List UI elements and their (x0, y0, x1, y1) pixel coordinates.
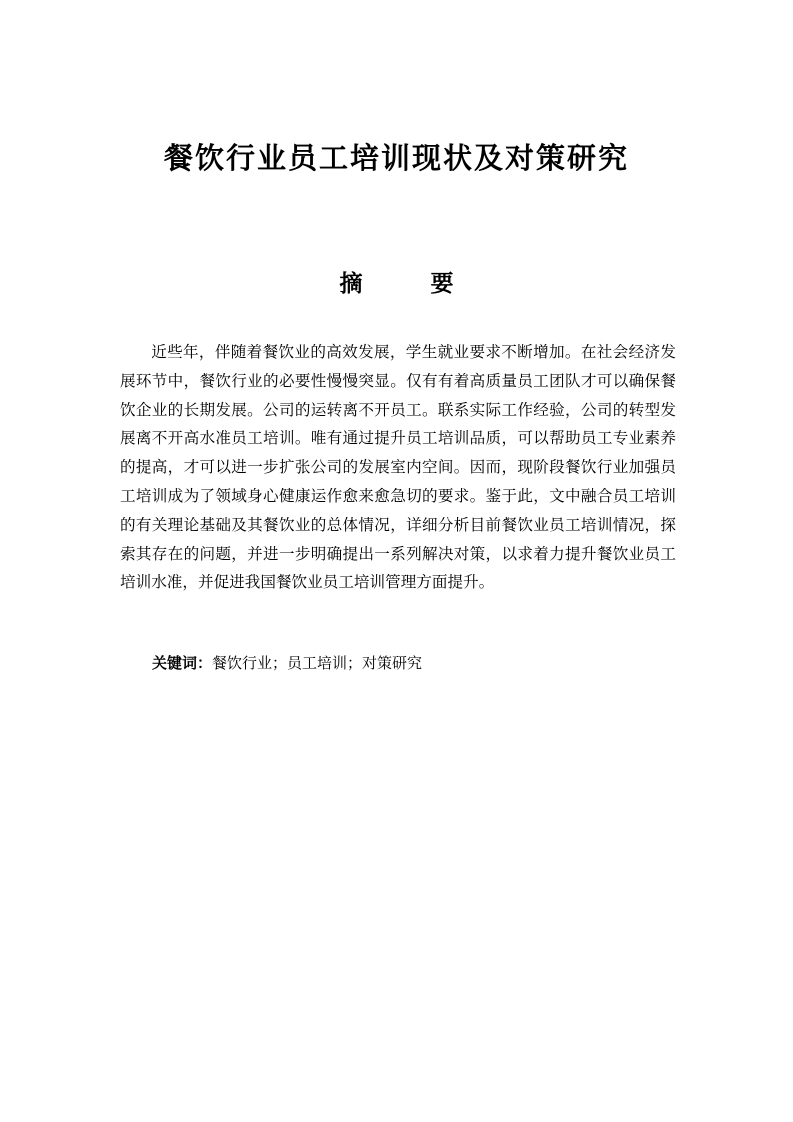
abstract-heading-char-2: 要 (430, 271, 454, 297)
abstract-paragraph: 近些年，伴随着餐饮业的高效发展，学生就业要求不断增加。在社会经济发展环节中，餐饮行业的必要性慢慢突显。仅有有着高质量员工团队才可以确保餐饮企业的长期发展。公司的运转离不开员工。联系实际工作经验，公司的转型发展离不开高水准员工培训。唯有通过提升员工培训品质，可以帮助员工专业素养的提高，才可以进一步扩张公司的发展室内空间。因而，现阶段餐饮行业加强员工培训成为了领域身心健康运作愈来愈急切的要求。鉴于此，文中融合员工培训的有关理论基础及其餐饮业的总体情况，详细分析目前餐饮业员工培训情况，探索其存在的问题，并进一步明确提出一系列解决对策，以求着力提升餐饮业员工培训水准，并促进我国餐饮业员工培训管理方面提升。 (120, 343, 676, 592)
keywords-line (152, 650, 672, 676)
keywords-label: 关键词： (152, 654, 213, 672)
abstract-heading-char-1: 摘 (339, 271, 363, 297)
keywords-value: 餐饮行业；员工培训；对策研究 (212, 654, 423, 672)
abstract-heading (0, 268, 793, 300)
document-title: 餐饮行业员工培训现状及对策研究 (163, 141, 629, 175)
